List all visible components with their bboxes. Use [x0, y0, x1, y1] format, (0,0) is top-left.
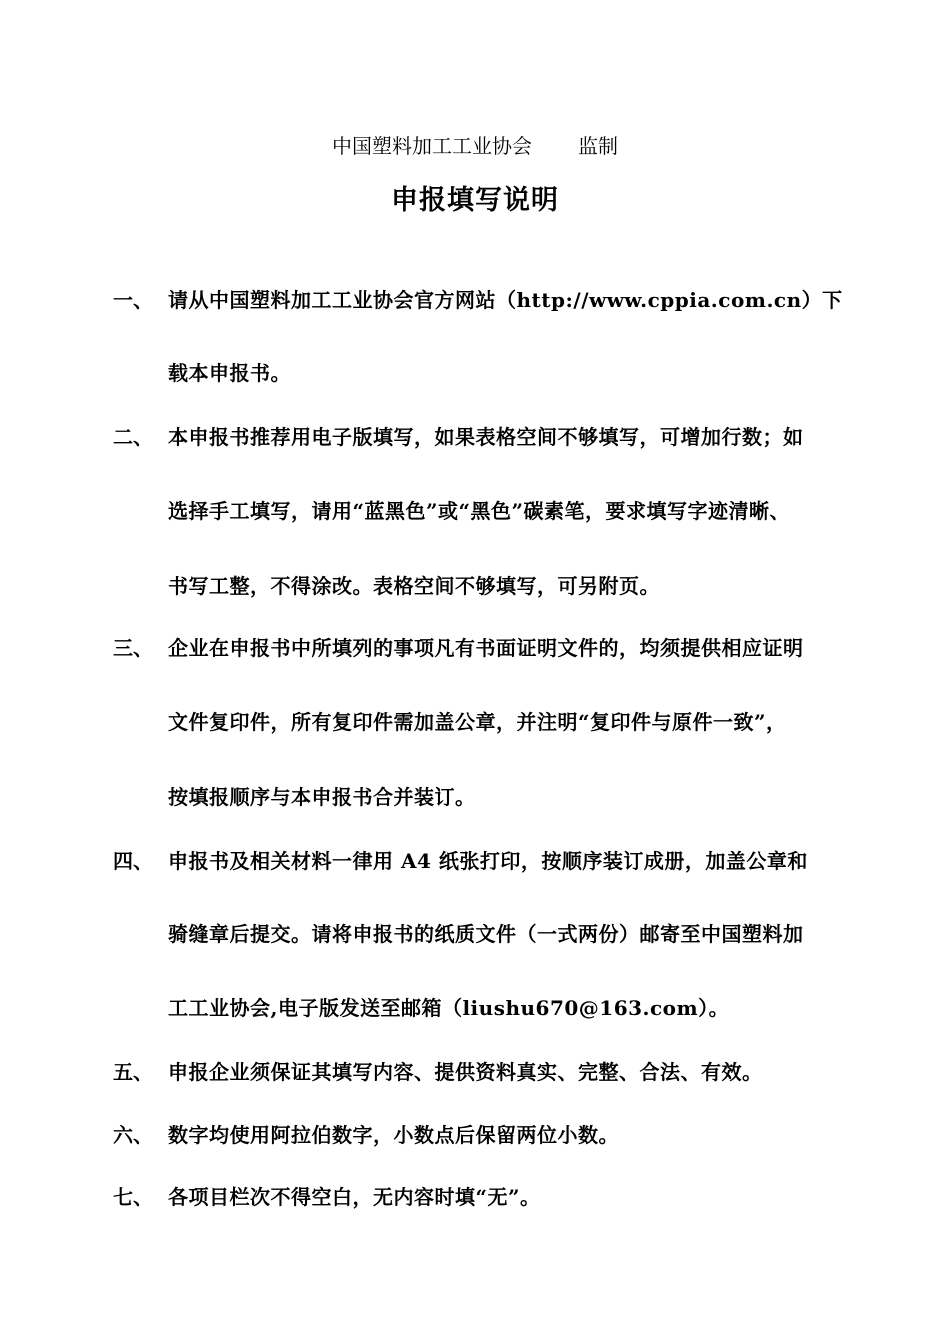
- item-4-line-1: 申报书及相关材料一律用 A4 纸张打印，按顺序装订成册，加盖公章和: [168, 849, 808, 873]
- item-2-line-3: 书写工整，不得涂改。表格空间不够填写，可另附页。: [168, 574, 660, 598]
- item-4-line-3: 工工业协会,电子版发送至邮箱（liushu670@163.com）。: [168, 996, 730, 1020]
- item-2-line-1: 本申报书推荐用电子版填写，如果表格空间不够填写，可增加行数；如: [168, 425, 804, 449]
- item-4-line-2: 骑缝章后提交。请将申报书的纸质文件（一式两份）邮寄至中国塑料加: [168, 922, 804, 946]
- item-number-5: 五、: [113, 1060, 153, 1084]
- item-number-6: 六、: [113, 1123, 153, 1147]
- item-2-line-2: 选择手工填写，请用“蓝黑色”或“黑色”碳素笔，要求填写字迹清晰、: [168, 499, 791, 523]
- item-number-7: 七、: [113, 1185, 153, 1209]
- item-1-line-2: 载本申报书。: [168, 361, 291, 385]
- page-title: 申报填写说明: [391, 185, 559, 216]
- supervision-label: 监制: [578, 134, 618, 158]
- item-number-1: 一、: [113, 288, 153, 312]
- item-3-line-1: 企业在申报书中所填列的事项凡有书面证明文件的，均须提供相应证明: [168, 636, 804, 660]
- item-7-line-1: 各项目栏次不得空白，无内容时填“无”。: [168, 1185, 541, 1209]
- item-3-line-3: 按填报顺序与本申报书合并装订。: [168, 785, 476, 809]
- item-1-line-1: 请从中国塑料加工工业协会官方网站（http://www.cppia.com.cn）下: [168, 288, 843, 312]
- item-number-4: 四、: [113, 849, 153, 873]
- item-6-line-1: 数字均使用阿拉伯数字，小数点后保留两位小数。: [168, 1123, 619, 1147]
- item-5-line-1: 申报企业须保证其填写内容、提供资料真实、完整、合法、有效。: [168, 1060, 763, 1084]
- item-3-line-2: 文件复印件，所有复印件需加盖公章，并注明“复印件与原件一致”，: [168, 710, 787, 734]
- organization-name: 中国塑料加工工业协会: [332, 134, 532, 158]
- item-number-3: 三、: [113, 636, 153, 660]
- supervisor-line: [0, 130, 950, 159]
- item-number-2: 二、: [113, 425, 153, 449]
